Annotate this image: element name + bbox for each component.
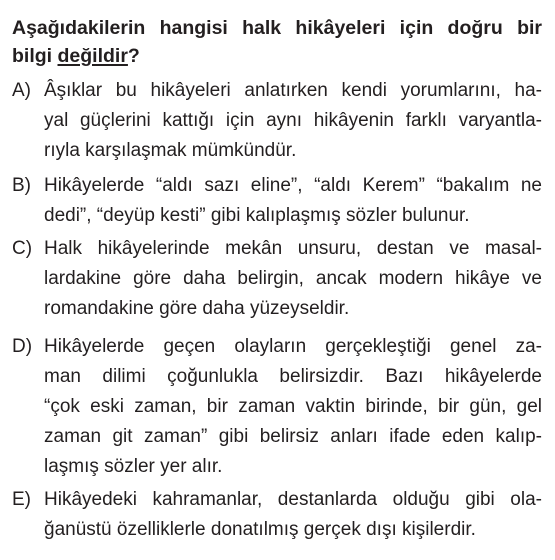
- question-line-2-prefix: bilgi: [12, 45, 58, 67]
- option-b-line-1: Hikâyelerde “aldı sazı eline”, “aldı Kerem” “bakalım ne: [44, 175, 542, 196]
- option-a-line-3: rıyla karşılaşmak mümkündür.: [44, 140, 297, 161]
- option-e-line-1: Hikâyedeki kahramanlar, destanlarda olduğu gibi ola-: [44, 489, 542, 510]
- option-c[interactable]: [12, 234, 542, 324]
- option-d-letter: D): [12, 336, 33, 357]
- option-c-line-3: romandakine göre daha yüzeyseldir.: [44, 298, 350, 319]
- option-c-text: [44, 234, 542, 324]
- option-e-letter: E): [12, 489, 31, 510]
- option-d-line-4: zaman git zaman” gibi belirsiz anları ifade eden kalıp-: [44, 426, 542, 447]
- option-e-line-2: ğanüstü özelliklerle donatılmış gerçek dışı kişilerdir.: [44, 519, 476, 540]
- option-a-letter: A): [12, 80, 31, 101]
- option-b-letter: B): [12, 175, 31, 196]
- option-d-line-3: “çok eski zaman, bir zaman vaktin birinde, bir gün, gel: [44, 396, 542, 417]
- option-b-text: [44, 171, 542, 231]
- option-d-text: [44, 332, 542, 482]
- question-line-1: Aşağıdakilerin hangisi halk hikâyeleri için doğru bir: [12, 17, 542, 39]
- question-line-2: [12, 42, 542, 70]
- option-b[interactable]: [12, 171, 542, 231]
- option-b-line-2: dedi”, “deyüp kesti” gibi kalıplaşmış sözler bulunur.: [44, 205, 470, 226]
- option-d[interactable]: [12, 332, 542, 482]
- option-c-line-1: Halk hikâyelerinde mekân unsuru, destan ve masal-: [44, 238, 542, 259]
- question-underlined-word: değildir: [57, 45, 128, 67]
- option-a-line-2: yal güçlerini kattığı için aynı hikâyenin farklı varyantla-: [44, 110, 542, 131]
- option-c-letter: C): [12, 238, 33, 259]
- option-d-line-5: laşmış sözler yer alır.: [44, 456, 223, 477]
- option-c-line-2: lardakine göre daha belirgin, ancak modern hikâye ve: [44, 268, 542, 289]
- option-a[interactable]: [12, 76, 542, 166]
- option-d-line-1: Hikâyelerde geçen olayların gerçekleştiği genel za-: [44, 336, 542, 357]
- question-stem: [12, 14, 542, 70]
- question-line-2-suffix: ?: [127, 45, 140, 67]
- option-d-line-2: man dilimi çoğunlukla belirsizdir. Bazı hikâyelerde: [44, 366, 542, 387]
- option-e-text: [44, 485, 542, 545]
- option-e[interactable]: [12, 485, 542, 545]
- option-a-line-1: Âşıklar bu hikâyeleri anlatırken kendi yorumlarını, ha-: [44, 80, 542, 101]
- option-a-text: [44, 76, 542, 166]
